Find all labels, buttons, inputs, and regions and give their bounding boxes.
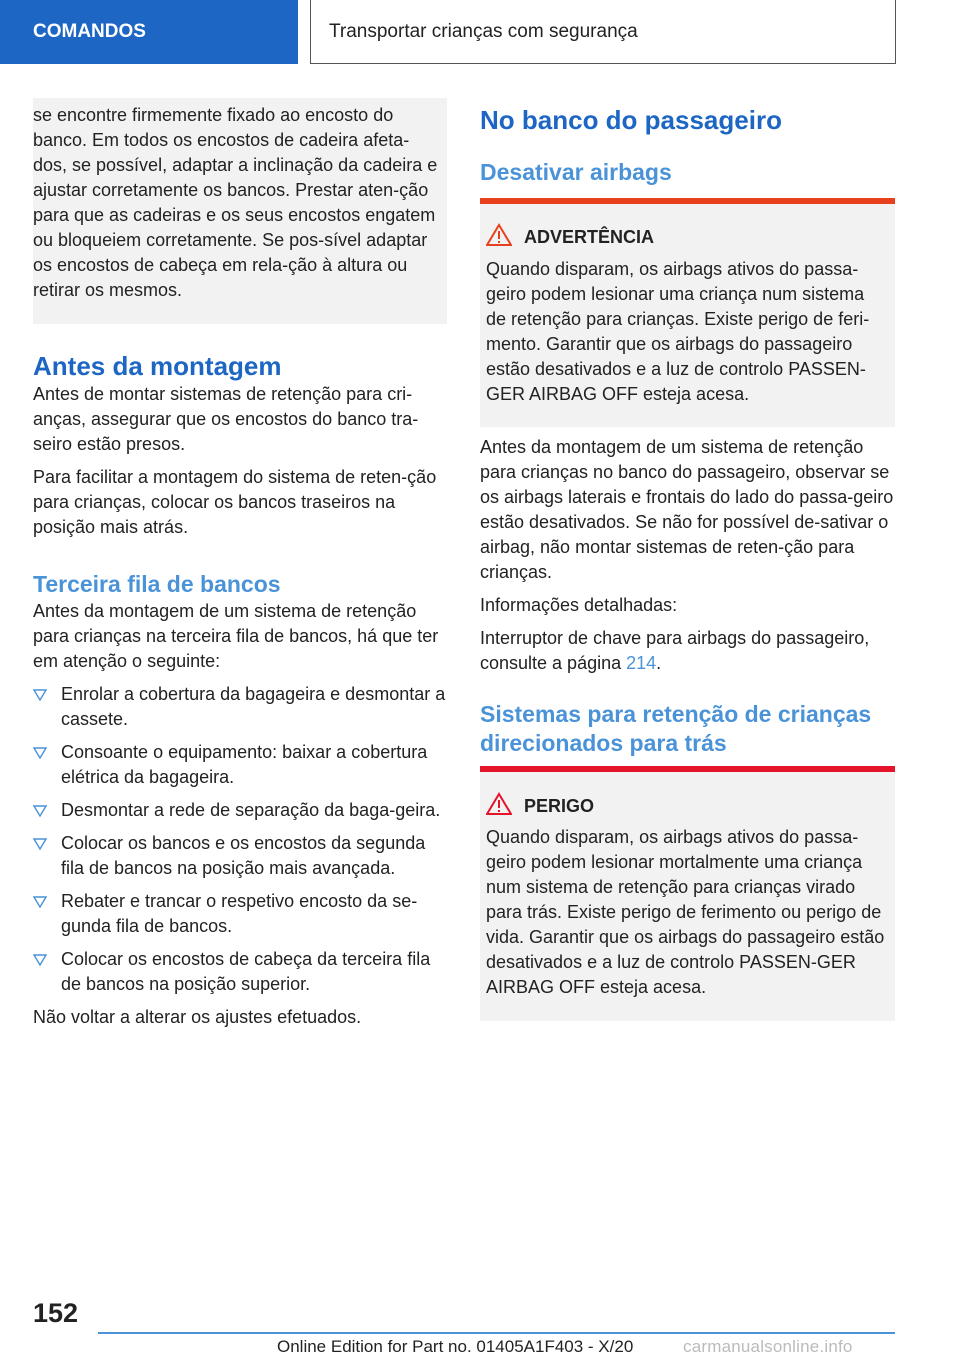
- footer-divider: [98, 1332, 895, 1334]
- danger-title: PERIGO: [524, 796, 595, 816]
- warning-title: ADVERTÊNCIA: [524, 227, 655, 247]
- section-label: COMANDOS: [33, 21, 146, 42]
- paragraph-interruptor: Interruptor de chave para airbags do passageiro, consulte a página 214.: [480, 628, 870, 673]
- section-tab: [0, 0, 298, 64]
- section-terceira-fila: [33, 570, 447, 1038]
- list-item: Consoante o equipamento: baixar a cobertura elétrica da bagageira.: [33, 740, 447, 790]
- list-item: Rebater e trancar o respetivo encosto da se-gunda fila de bancos.: [33, 889, 447, 939]
- list-item: Enrolar a cobertura da bagageira e desmontar a cassete.: [33, 682, 447, 732]
- list-item: Colocar os encostos de cabeça da terceira fila de bancos na posição superior.: [33, 947, 447, 997]
- heading-sistemas-tras: Sistemas para retenção de crianças direcionados para trás: [480, 701, 872, 756]
- danger-bar: [480, 766, 895, 772]
- heading-antes-da-montagem: Antes da montagem: [33, 351, 282, 381]
- danger-box: [480, 766, 895, 1021]
- paragraph-montagem: Antes da montagem de um sistema de retenção para crianças no banco do passageiro, observar se os airbags laterais e frontais do lado do passa-geiro estão desativados. Se não for possível de-sativar o airbag, não montar sistemas de reten-ção para crianças.: [480, 437, 894, 582]
- heading-banco-passageiro: No banco do passageiro: [480, 105, 782, 135]
- heading-terceira-fila: Terceira fila de bancos: [33, 571, 281, 597]
- warning-bar: [480, 198, 895, 204]
- bullet-triangle-icon: [33, 804, 47, 818]
- warning-box: [480, 198, 895, 427]
- continuation-text: se encontre firmemente fixado ao encosto do banco. Em todos os encostos de cadeira afeta-dos, se possível, adaptar a inclinação da cadeira e ajustar corretamente os bancos. Prestar aten-ção para que as cadeiras e os seus encostos engatem ou bloqueiem corretamente. Se pos-sível adaptar os encostos de cabeça em rela-ção à altura ou retirar os mesmos.: [33, 105, 438, 300]
- list-item: Desmontar a rede de separação da baga-geira.: [33, 798, 447, 823]
- page-reference-link[interactable]: 214: [626, 653, 657, 673]
- paragraph-info: Informações detalhadas:: [480, 595, 678, 615]
- danger-triangle-icon: [486, 792, 512, 816]
- danger-text: Quando disparam, os airbags ativos do passa-geiro podem lesionar mortalmente uma criança num sistema de retenção para crianças virado para trás. Existe perigo de ferimento ou perigo de vida. Garantir que os airbags do passageiro estão desativados e a luz de controlo PASSEN-GER AIRBAG OFF esteja acesa.: [486, 827, 885, 997]
- bullet-triangle-icon: [33, 688, 47, 702]
- section-montagem-passageiro: [480, 435, 895, 684]
- paragraph-antes-1: Antes de montar sistemas de retenção para cri-anças, assegurar que os encostos do banco tra-seiro estão presos.: [33, 384, 419, 454]
- bullet-triangle-icon: [33, 837, 47, 851]
- continuation-note-box: [33, 98, 447, 324]
- bullet-triangle-icon: [33, 895, 47, 909]
- warning-triangle-icon: [486, 223, 512, 247]
- paragraph-terceira: Antes da montagem de um sistema de retenção para crianças na terceira fila de bancos, há que ter em atenção o seguinte:: [33, 601, 439, 671]
- paragraph-antes-2: Para facilitar a montagem do sistema de reten-ção para crianças, colocar os bancos traseiros na posição mais atrás.: [33, 467, 437, 537]
- page-number: 152: [33, 1298, 79, 1328]
- warning-text: Quando disparam, os airbags ativos do passa-geiro podem lesionar uma criança num sistema de retenção para crianças. Existe perigo de feri-mento. Garantir que os airbags do passageiro estão desativados e a luz de controlo PASSEN-GER AIRBAG OFF esteja acesa.: [486, 259, 870, 404]
- chapter-title: Transportar crianças com segurança: [329, 20, 638, 42]
- section-sistemas-tras: [480, 700, 895, 758]
- footer-edition: Online Edition for Part no. 01405A1F403 - X/20: [277, 1337, 634, 1356]
- section-banco-passageiro: [480, 104, 895, 187]
- instruction-list: [33, 682, 447, 997]
- heading-desativar-airbags: Desativar airbags: [480, 159, 672, 185]
- bullet-triangle-icon: [33, 953, 47, 967]
- chapter-header: [310, 0, 896, 64]
- list-item: Colocar os bancos e os encostos da segunda fila de bancos na posição mais avançada.: [33, 831, 447, 881]
- section-antes: [33, 350, 447, 548]
- paragraph-final: Não voltar a alterar os ajustes efetuados.: [33, 1007, 362, 1027]
- bullet-triangle-icon: [33, 746, 47, 760]
- watermark: carmanualsonline.info: [683, 1337, 853, 1356]
